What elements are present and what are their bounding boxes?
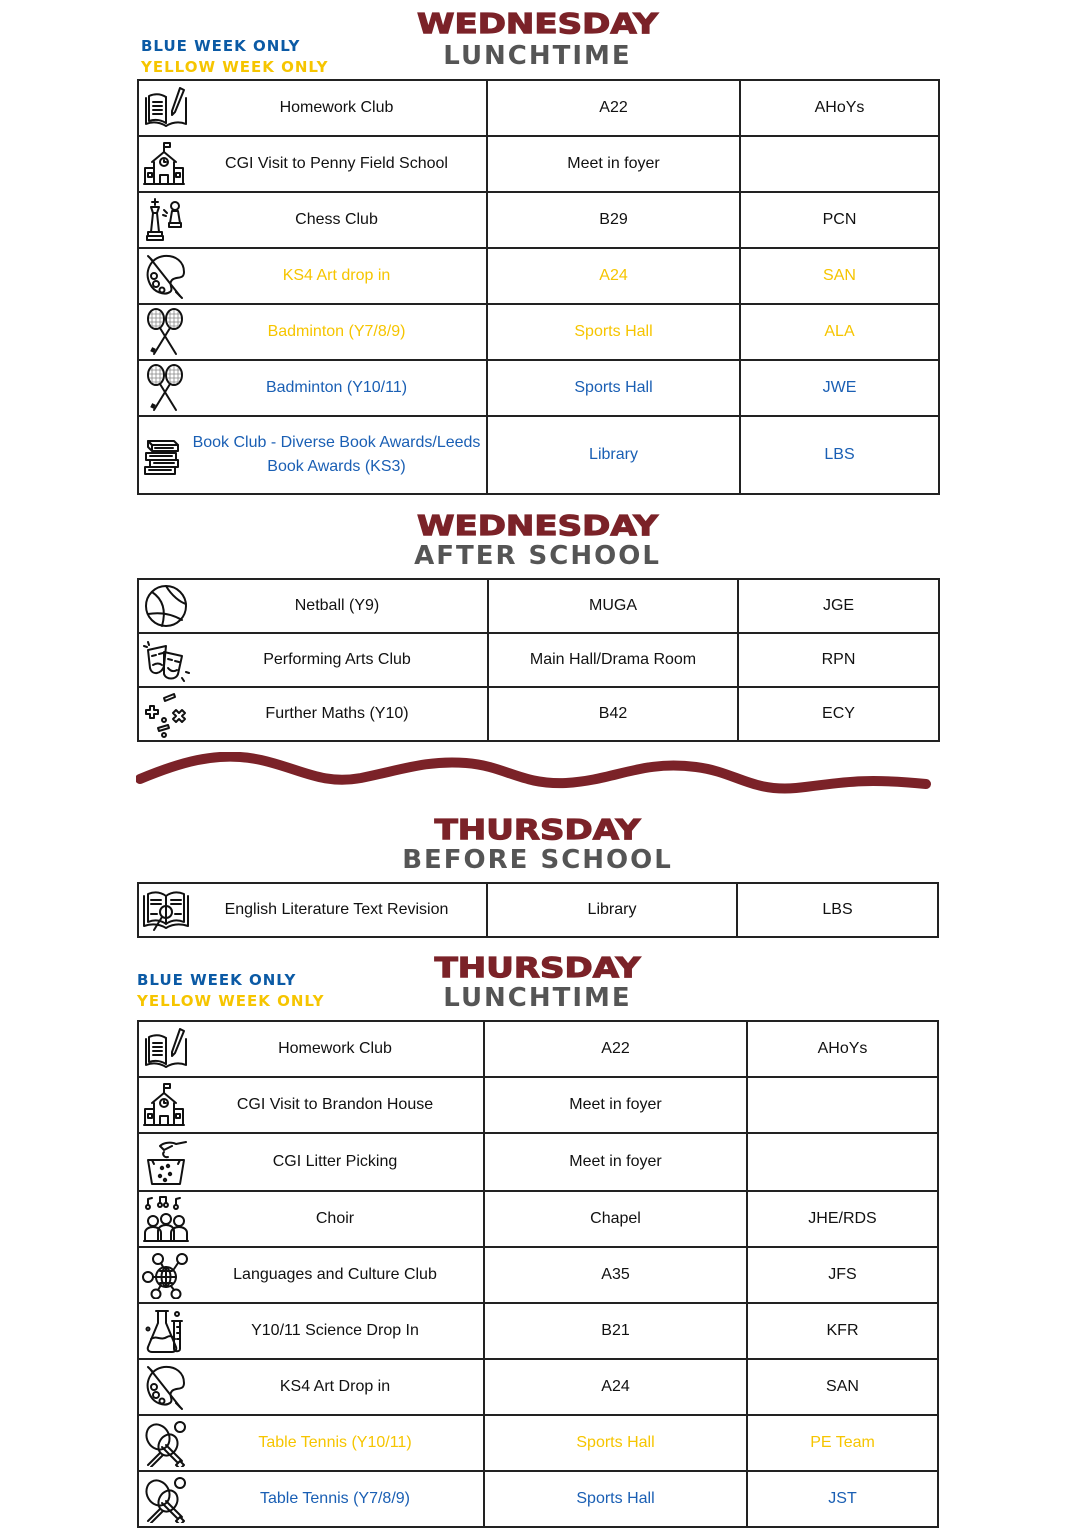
choir-singers-icon <box>142 1195 190 1243</box>
blue-week-legend: BLUE WEEK ONLY <box>137 971 297 989</box>
room-cell: A22 <box>484 1021 747 1077</box>
badminton-rackets-icon <box>142 364 190 412</box>
blue-week-legend: BLUE WEEK ONLY <box>141 37 301 55</box>
art-palette-icon <box>142 1363 190 1411</box>
slot-title: AFTER SCHOOL <box>414 541 661 571</box>
day-title: THURSDAY <box>434 951 641 985</box>
room-cell: Meet in foyer <box>484 1077 747 1133</box>
activity-cell <box>138 192 487 248</box>
science-flask-icon <box>142 1307 190 1355</box>
room-cell: Sports Hall <box>484 1415 747 1471</box>
staff-cell: JST <box>747 1471 938 1527</box>
table-row <box>138 883 938 937</box>
activity-name: Chess Club <box>295 211 378 228</box>
book-stack-icon <box>142 431 190 479</box>
languages-globe-icon <box>142 1251 190 1299</box>
timetable-wednesday-lunchtime <box>137 79 940 495</box>
timetable-thursday-before-school <box>137 882 939 938</box>
activity-name: Badminton (Y7/8/9) <box>267 323 406 340</box>
staff-cell <box>740 136 939 192</box>
slot-title-wrap <box>0 847 1075 873</box>
activity-cell <box>138 360 487 416</box>
art-palette-icon <box>142 252 190 300</box>
section-heading <box>0 7 1075 44</box>
table-row <box>138 192 939 248</box>
table-row <box>138 1077 938 1133</box>
activity-cell <box>138 1021 484 1077</box>
room-cell: Library <box>487 883 737 937</box>
yellow-week-legend: YELLOW WEEK ONLY <box>141 58 329 76</box>
activity-cell <box>138 1415 484 1471</box>
slot-title: LUNCHTIME <box>443 983 632 1013</box>
timetable-thursday-lunchtime <box>137 1020 939 1528</box>
activity-cell <box>138 1077 484 1133</box>
activity-name: Further Maths (Y10) <box>265 705 409 722</box>
slot-title: LUNCHTIME <box>443 41 632 71</box>
activity-name: Homework Club <box>279 99 394 116</box>
room-cell: Main Hall/Drama Room <box>488 633 738 687</box>
room-cell: A35 <box>484 1247 747 1303</box>
staff-cell: PCN <box>740 192 939 248</box>
table-row <box>138 416 939 494</box>
activity-name: KS4 Art drop in <box>282 267 391 284</box>
staff-cell: ECY <box>738 687 939 741</box>
table-row <box>138 80 939 136</box>
table-row <box>138 687 939 741</box>
activity-name: Performing Arts Club <box>263 651 411 668</box>
activity-name: Languages and Culture Club <box>233 1266 437 1283</box>
staff-cell: JFS <box>747 1247 938 1303</box>
slot-title-wrap <box>0 43 1075 69</box>
staff-cell <box>747 1077 938 1133</box>
room-cell: B29 <box>487 192 740 248</box>
staff-cell: ALA <box>740 304 939 360</box>
homework-book-pen-icon <box>142 84 190 132</box>
activity-name: Table Tennis (Y7/8/9) <box>259 1490 410 1507</box>
staff-cell: LBS <box>737 883 938 937</box>
room-cell: Sports Hall <box>487 360 740 416</box>
activity-name: English Literature Text Revision <box>224 901 449 918</box>
activity-name: Netball (Y9) <box>294 597 380 614</box>
staff-cell: JWE <box>740 360 939 416</box>
room-cell: Library <box>487 416 740 494</box>
activity-cell <box>138 248 487 304</box>
table-row <box>138 360 939 416</box>
activity-cell <box>138 1471 484 1527</box>
staff-cell: RPN <box>738 633 939 687</box>
activity-cell <box>138 1247 484 1303</box>
table-tennis-icon <box>142 1419 190 1467</box>
slot-title: BEFORE SCHOOL <box>402 845 673 875</box>
table-row <box>138 1133 938 1191</box>
netball-icon <box>142 582 190 630</box>
activity-name: Book Club - Diverse Book Awards/Leeds Book Awards (KS3) <box>192 434 481 475</box>
day-title: THURSDAY <box>434 813 641 847</box>
activity-name: KS4 Art Drop in <box>279 1378 391 1395</box>
day-title: WEDNESDAY <box>416 509 659 543</box>
activity-cell <box>138 633 488 687</box>
activity-name: Badminton (Y10/11) <box>265 379 408 396</box>
timetable-wednesday-after-school <box>137 578 940 742</box>
activity-cell <box>138 1133 484 1191</box>
activity-cell <box>138 1191 484 1247</box>
table-tennis-icon <box>142 1475 190 1523</box>
staff-cell <box>747 1133 938 1191</box>
chess-pieces-icon <box>142 196 190 244</box>
activity-cell <box>138 416 487 494</box>
homework-book-pen-icon <box>142 1025 190 1073</box>
room-cell: B42 <box>488 687 738 741</box>
staff-cell: SAN <box>740 248 939 304</box>
table-row <box>138 633 939 687</box>
room-cell: Chapel <box>484 1191 747 1247</box>
table-row <box>138 1191 938 1247</box>
table-row <box>138 1359 938 1415</box>
table-row <box>138 136 939 192</box>
table-row <box>138 579 939 633</box>
litter-bin-hand-icon <box>142 1138 190 1186</box>
table-row <box>138 248 939 304</box>
activity-cell <box>138 136 487 192</box>
activity-cell <box>138 579 488 633</box>
room-cell: A24 <box>484 1359 747 1415</box>
staff-cell: LBS <box>740 416 939 494</box>
theatre-masks-icon <box>142 636 190 684</box>
table-row <box>138 1247 938 1303</box>
book-magnifier-icon <box>142 886 190 934</box>
staff-cell: SAN <box>747 1359 938 1415</box>
activity-name: CGI Visit to Penny Field School <box>225 155 448 172</box>
activity-name: CGI Visit to Brandon House <box>236 1096 434 1113</box>
staff-cell: AHoYs <box>740 80 939 136</box>
badminton-rackets-icon <box>142 308 190 356</box>
activity-cell <box>138 883 487 937</box>
table-row <box>138 1303 938 1359</box>
room-cell: Sports Hall <box>484 1471 747 1527</box>
room-cell: A22 <box>487 80 740 136</box>
table-row <box>138 1471 938 1527</box>
staff-cell: JGE <box>738 579 939 633</box>
slot-title-wrap <box>0 543 1075 569</box>
staff-cell: KFR <box>747 1303 938 1359</box>
wave-divider <box>136 752 936 796</box>
yellow-week-legend: YELLOW WEEK ONLY <box>137 992 325 1010</box>
activity-cell <box>138 1303 484 1359</box>
activity-cell <box>138 80 487 136</box>
room-cell: Sports Hall <box>487 304 740 360</box>
staff-cell: AHoYs <box>747 1021 938 1077</box>
room-cell: B21 <box>484 1303 747 1359</box>
room-cell: Meet in foyer <box>484 1133 747 1191</box>
staff-cell: JHE/RDS <box>747 1191 938 1247</box>
table-row <box>138 1415 938 1471</box>
day-title: WEDNESDAY <box>416 7 659 41</box>
activity-cell <box>138 687 488 741</box>
activity-name: Table Tennis (Y10/11) <box>258 1434 412 1451</box>
room-cell: A24 <box>487 248 740 304</box>
slot-title-wrap <box>0 985 1075 1011</box>
activity-name: Homework Club <box>278 1040 392 1057</box>
activity-cell <box>138 1359 484 1415</box>
table-row <box>138 1021 938 1077</box>
activity-name: Y10/11 Science Drop In <box>251 1322 419 1339</box>
activity-cell <box>138 304 487 360</box>
school-building-icon <box>142 1081 190 1129</box>
room-cell: Meet in foyer <box>487 136 740 192</box>
school-building-icon <box>142 140 190 188</box>
activity-name: Choir <box>315 1210 355 1227</box>
maths-symbols-icon <box>142 690 190 738</box>
staff-cell: PE Team <box>747 1415 938 1471</box>
activity-name: CGI Litter Picking <box>272 1153 398 1170</box>
room-cell: MUGA <box>488 579 738 633</box>
table-row <box>138 304 939 360</box>
